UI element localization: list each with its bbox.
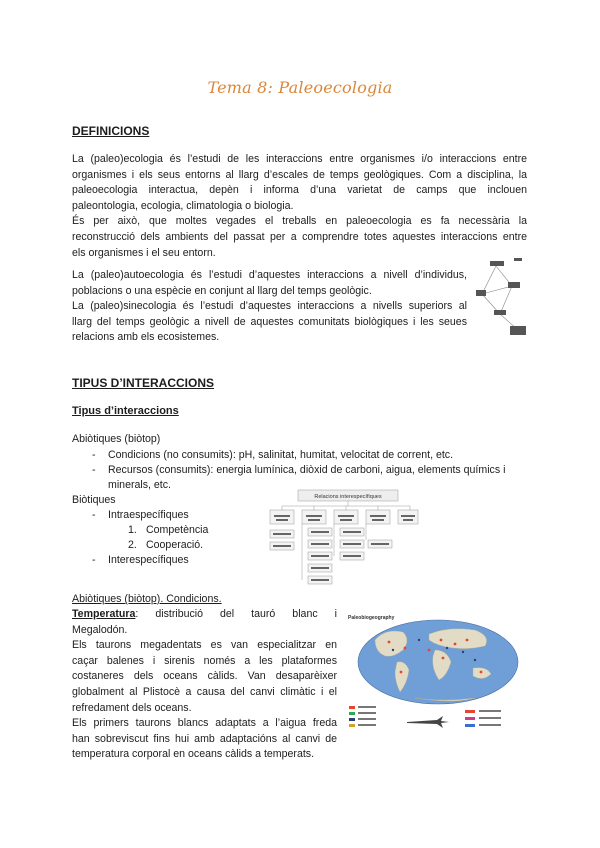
text-line: poblacions o una espècie en conjunt al llarg del temps geològic. (72, 284, 372, 297)
text-line: temperatura corporal en oceans càlids a temperats. (72, 748, 315, 761)
text-line: paleoecologia interactua, depèn i informa d’una varietat de camps que inclouen (72, 184, 527, 197)
text-line: llarg del temps geològic a nivell de aquestes comunitats biològiques i les seues (72, 315, 467, 328)
cooperacio-item: Cooperació. (146, 539, 204, 551)
definicions-para1 (72, 152, 527, 261)
dash: - (92, 509, 96, 521)
tipus-heading: TIPUS D’INTERACCIONS (72, 376, 215, 390)
interactions-tree-diagram (268, 488, 420, 588)
dash: - (92, 464, 96, 476)
text-line: globalment al Plistocè a causa del canvi climàtic i el (72, 685, 337, 698)
tipus-subheading: Tipus d’interaccions (72, 405, 179, 417)
dash: - (92, 554, 96, 566)
page-title: Tema 8: Paleoecologia (207, 78, 393, 97)
text-line (72, 607, 337, 623)
dash: - (92, 449, 96, 461)
condicions-item: Condicions (no consumits): pH, salinitat, humitat, velocitat de corrent, etc. (108, 449, 454, 461)
definicions-para3 (72, 268, 467, 346)
text-line: Els primers taurons blancs adaptats a l’aigua freda (72, 717, 337, 730)
text-line: organismes i els seus entorns al llarg d’escales de temps geològiques. Com a disciplina, la (72, 168, 527, 181)
num-label: 2. (128, 539, 137, 551)
inter-item: Interespecífiques (108, 554, 189, 566)
text-line: costaneres dels oceans càlids. Van desaparèixer (72, 670, 337, 683)
text-line: La (paleo)sinecologia és l’estudi d’aquestes interaccions a nivells superiors al (72, 300, 467, 313)
num-label: 1. (128, 524, 137, 536)
text-line: els organismes i el seu entorn. (72, 246, 216, 259)
text-line: Megalodón. (72, 623, 128, 636)
text-line: És per això, que moltes vegades el treballs en paleoecologia es fa necessària la (72, 215, 527, 228)
text-line: Els taurons megadentats es van especialitzar en (72, 639, 337, 652)
abiotiques-label: Abiòtiques (biòtop) (72, 433, 161, 445)
text-line: caçar balenes i sirenis només a les plataformes (72, 654, 337, 667)
text-line: paleontologia, ecologia, climatologia o biologia. (72, 199, 294, 212)
condicions-heading: Abiòtiques (biòtop). Condicions. (72, 593, 222, 605)
competencia-item: Competència (146, 524, 209, 536)
tree-root-label: Relacions interespecífiques (314, 494, 382, 500)
text-line: La (paleo)autoecologia és l’estudi d’aquestes interaccions a nivell d’individus, (72, 269, 467, 281)
map-title: Paleobiogeography (348, 615, 395, 621)
text-span: : distribució del tauró blanc i (135, 608, 337, 620)
text-line: La (paleo)ecologia és l’estudi de les interaccions entre organismes i/o interaccions entre (72, 153, 527, 165)
definicions-heading: DEFINICIONS (72, 124, 150, 138)
text-line: reconstrucció dels ambients del passat per a comprendre totes aquestes interaccions entre (72, 230, 527, 243)
recursos-item-cont: minerals, etc. (108, 479, 171, 491)
text-line: refredament dels oceans. (72, 701, 192, 714)
text-line: relacions amb els ecosistemes. (72, 331, 220, 344)
recursos-item: Recursos (consumits): energia lumínica, diòxid de carboni, aigua, elements químics i (108, 464, 506, 476)
temperatura-paragraph (72, 607, 337, 763)
biotiques-label: Biòtiques (72, 494, 116, 506)
shark-distribution-map (345, 610, 531, 736)
intra-item: Intraespecífiques (108, 509, 189, 521)
text-line: han sobreviscut fins hui amb adaptacións al canvi de (72, 732, 337, 745)
temperatura-label: Temperatura (72, 608, 136, 620)
autoecology-diagram (474, 256, 530, 342)
